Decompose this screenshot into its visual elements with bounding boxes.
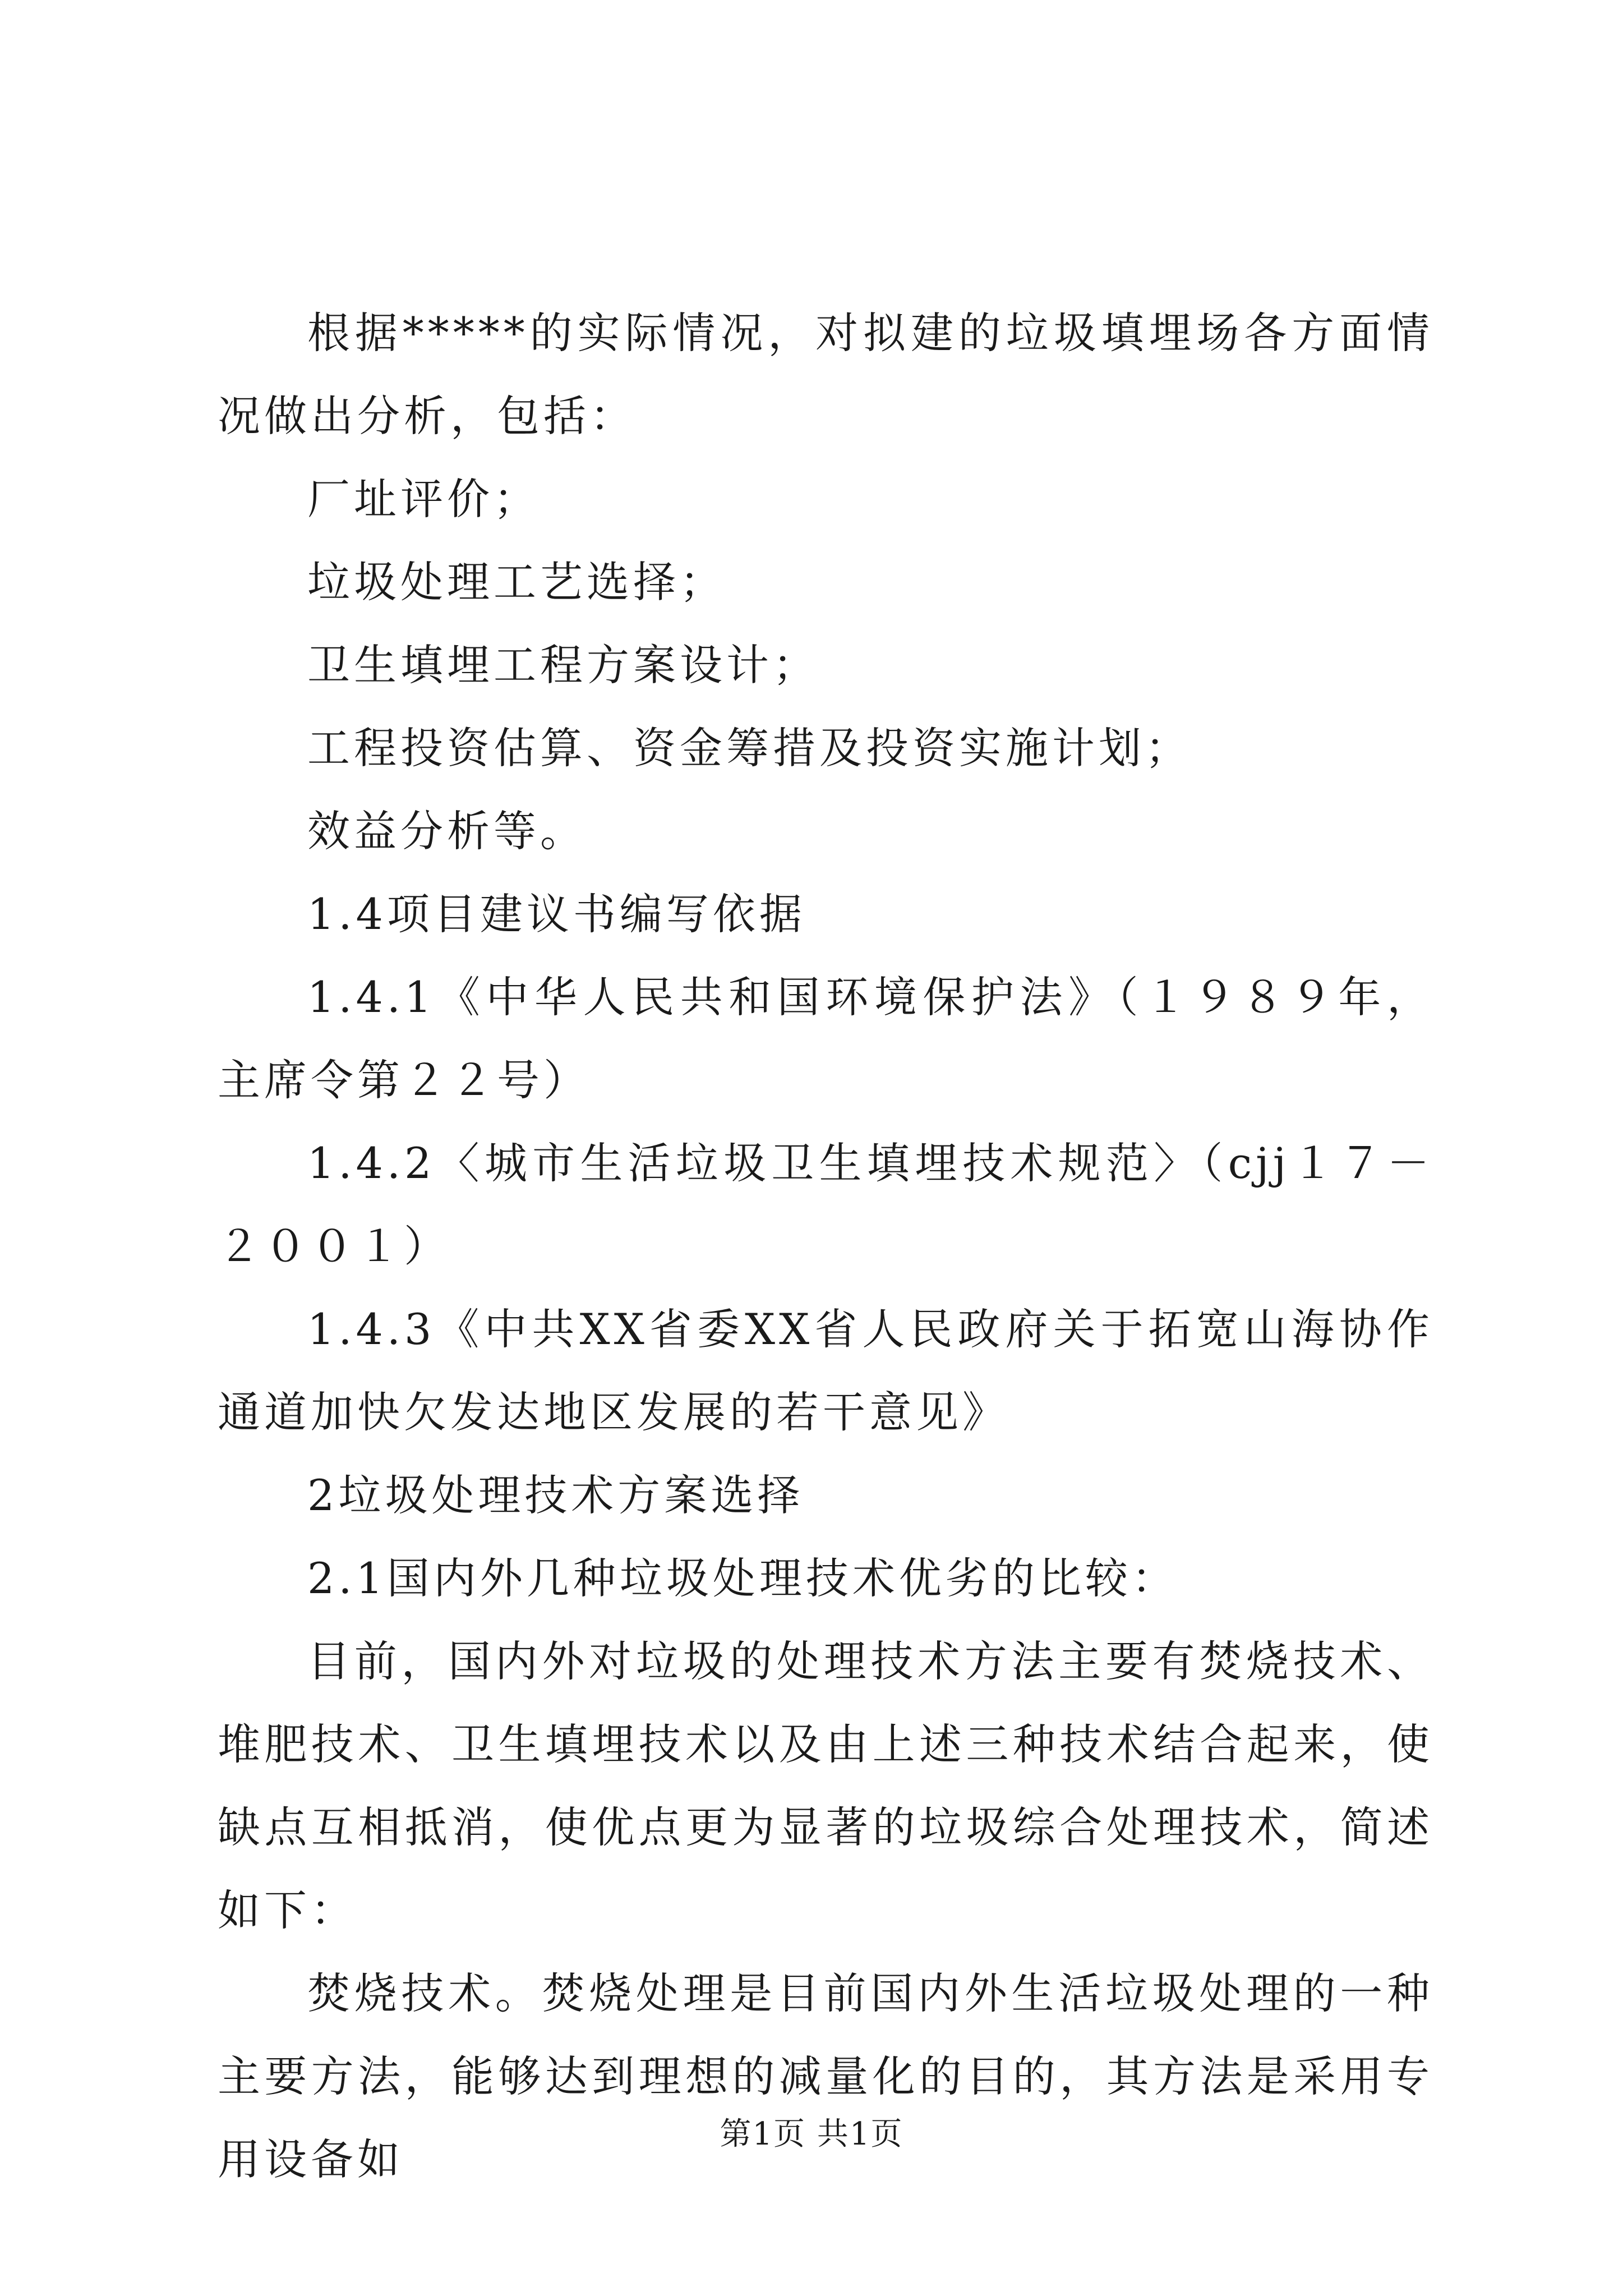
section-heading-1-4: 1.4项目建议书编写依据 [307, 889, 806, 939]
paragraph-2: 厂址评价； [307, 474, 540, 524]
section-heading-2-1: 2.1国内外几种垃圾处理技术优劣的比较： [307, 1553, 1178, 1603]
paragraph-3: 垃圾处理工艺选择； [307, 557, 726, 607]
paragraph-4: 卫生填埋工程方案设计； [307, 640, 819, 690]
document-body [218, 292, 1433, 2201]
reference-1-4-1: 1.4.1《中华人民共和国环境保护法》（１９８９年，主席令第２２号） [218, 972, 1433, 1105]
paragraph-5: 工程投资估算、资金筹措及投资实施计划； [307, 723, 1192, 773]
section-heading-2: 2垃圾处理技术方案选择 [307, 1470, 804, 1520]
reference-1-4-3: 1.4.3《中共XX省委XX省人民政府关于拓宽山海协作通道加快欠发达地区发展的若干意见》 [218, 1304, 1433, 1437]
paragraph-incineration: 焚烧技术。焚烧处理是目前国内外生活垃圾处理的一种主要方法，能够达到理想的减量化的目的，其方法是采用专用设备如 [218, 1968, 1433, 2184]
paragraph-1: 根据*****的实际情况，对拟建的垃圾填埋场各方面情况做出分析，包括： [218, 308, 1433, 441]
reference-1-4-2: 1.4.2〈城市生活垃圾卫生填埋技术规范〉（cjj１７－２００１） [218, 1138, 1433, 1271]
paragraph-6: 效益分析等。 [307, 806, 587, 856]
page-footer: 第1页 共1页 [720, 2116, 903, 2152]
paragraph-overview: 目前，国内外对垃圾的处理技术方法主要有焚烧技术、堆肥技术、卫生填埋技术以及由上述三种技术结合起来，使缺点互相抵消，使优点更为显著的垃圾综合处理技术，简述如下： [218, 1636, 1433, 1935]
